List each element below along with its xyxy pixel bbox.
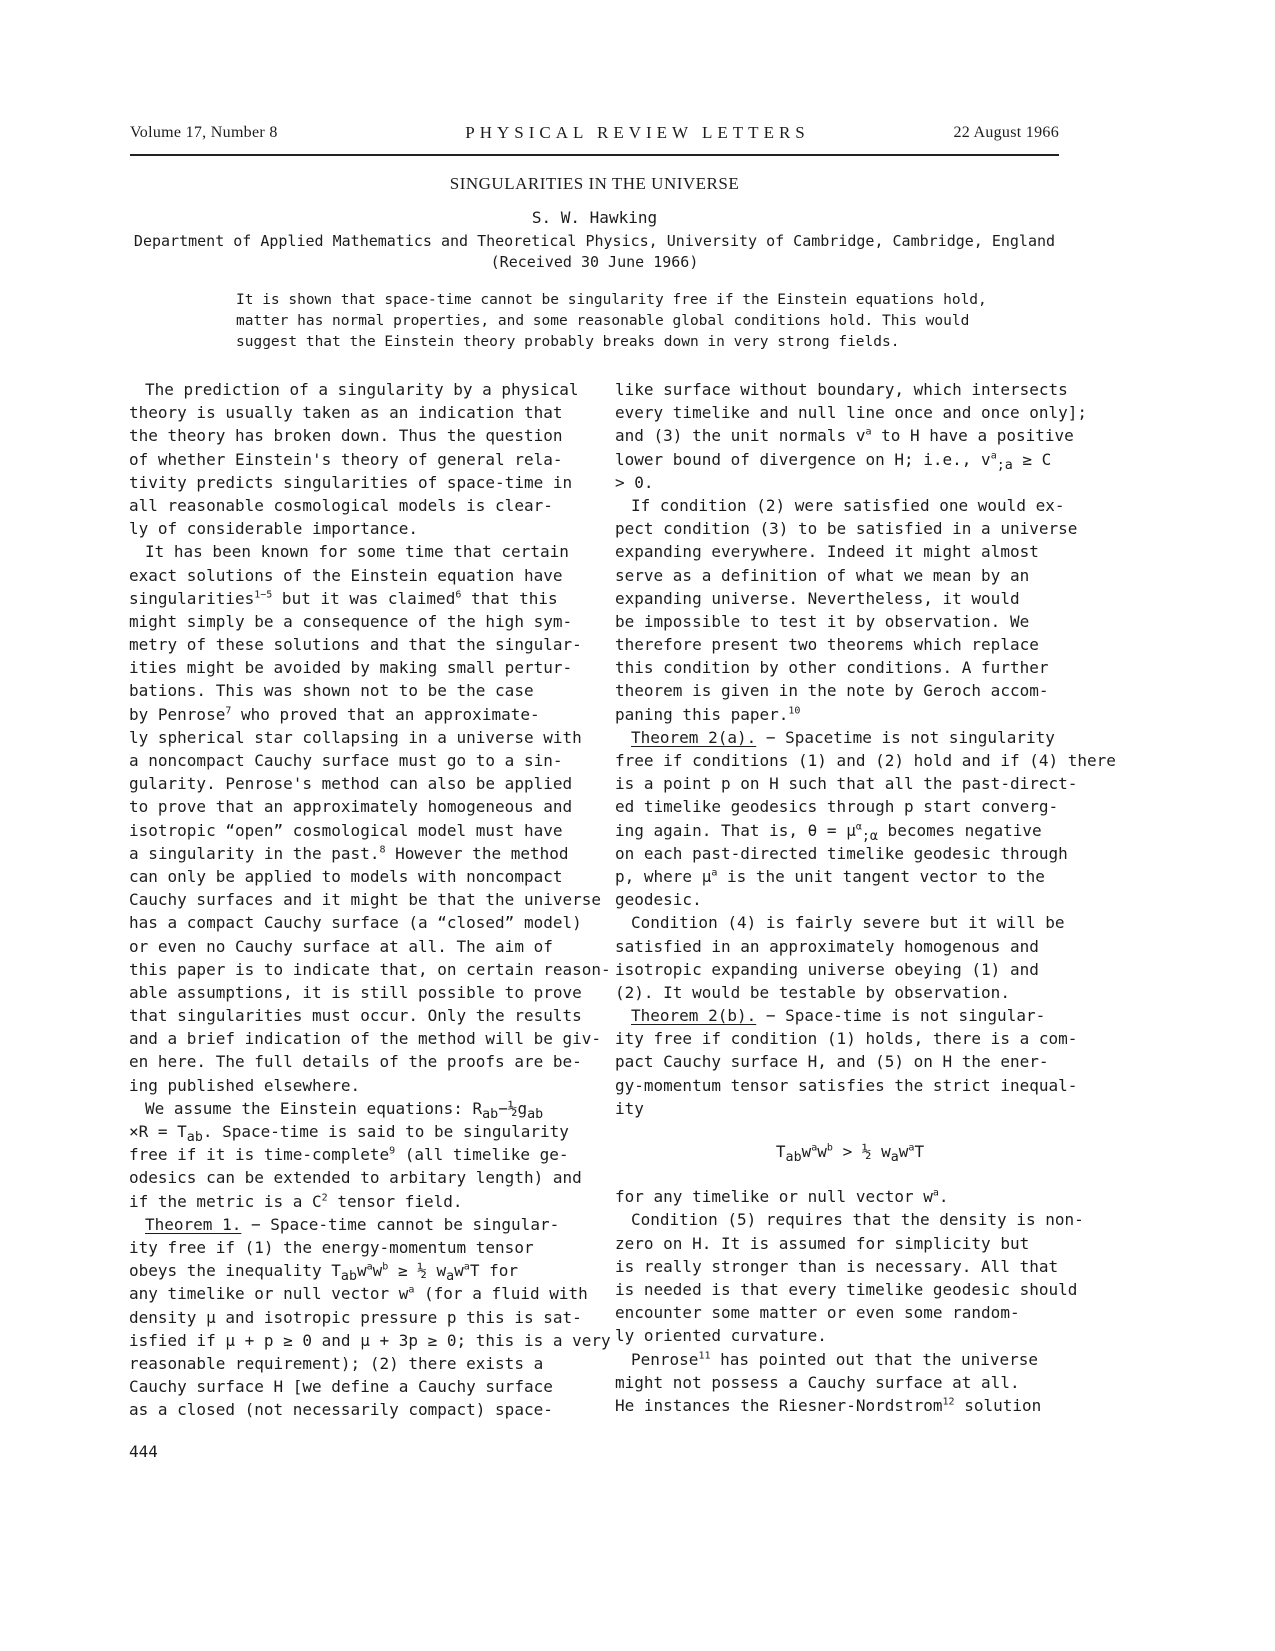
text-line (615, 1185, 1065, 1208)
superscript: a (932, 1187, 939, 1199)
text-segment: has pointed out that the universe (710, 1349, 1038, 1369)
text-segment: (for a fluid with (414, 1284, 588, 1304)
superscript: a (908, 1142, 915, 1154)
text-line: pact Cauchy surface H, and (5) on H the ener- (615, 1052, 1049, 1072)
superscript: b (382, 1261, 389, 1273)
text-line: exact solutions of the Einstein equation have (129, 565, 563, 585)
theorem-line (129, 1213, 579, 1236)
text-segment: w (356, 1261, 367, 1281)
reference-superscript: 1−5 (254, 589, 273, 601)
text-line: serve as a definition of what we mean by an (615, 565, 1030, 585)
text-segment: T (775, 1142, 786, 1161)
page-number: 444 (129, 1442, 158, 1461)
superscript: 2 (321, 1192, 328, 1204)
text-segment: for any timelike or null vector w (615, 1187, 933, 1207)
reference-superscript: 9 (389, 1145, 396, 1157)
text-segment: ing again. That is, θ = μ (615, 820, 856, 840)
abstract-line: It is shown that space-time cannot be singularity free if the Einstein equations hold, (236, 292, 987, 308)
text-segment: However the method (385, 843, 569, 863)
text-segment: paning this paper. (615, 704, 789, 724)
text-segment: who proved that an approximate- (231, 704, 540, 724)
equation-line (615, 448, 1065, 471)
text-line: The prediction of a singularity by a physical (145, 380, 579, 399)
text-line: density μ and isotropic pressure p this is sat- (129, 1307, 582, 1327)
text-line: or even no Cauchy surface at all. The aim of (129, 936, 553, 956)
reference-superscript: 10 (788, 705, 801, 717)
reference-superscript: 6 (455, 589, 462, 601)
text-segment: − Space-time cannot be singular- (241, 1214, 560, 1234)
text-segment: lower bound of divergence on H; i.e., v (615, 449, 991, 469)
text-segment: solution (954, 1395, 1042, 1415)
text-line: theorem is given in the note by Geroch accom- (615, 681, 1049, 701)
running-header-journal: PHYSICAL REVIEW LETTERS (465, 123, 810, 142)
text-line: zero on H. It is assumed for simplicity but (615, 1233, 1030, 1253)
text-segment: p, where μ (615, 866, 712, 886)
equation-line (129, 1097, 579, 1120)
abstract-line: suggest that the Einstein theory probably breaks down in very strong fields. (236, 334, 900, 350)
text-segment: − Space-time is not singular- (756, 1006, 1046, 1026)
text-line: metry of these solutions and that the singular- (129, 635, 582, 655)
text-line: reasonable requirement); (2) there exists a (129, 1353, 544, 1373)
text-line: expanding universe. Nevertheless, it would (615, 588, 1020, 608)
text-segment: . (938, 1187, 949, 1207)
theorem-line (615, 726, 1065, 749)
text-line: (2). It would be testable by observation. (615, 982, 1010, 1002)
article-author: S. W. Hawking (531, 208, 658, 227)
running-header-volume: Volume 17, Number 8 (130, 124, 278, 141)
text-segment: We assume the Einstein equations: R (145, 1098, 483, 1118)
text-line: ed timelike geodesics through p start converg- (615, 797, 1059, 817)
text-line: ity free if (1) the energy-momentum tensor (129, 1237, 534, 1257)
text-segment: − Spacetime is not singularity (756, 727, 1055, 747)
text-line: en here. The full details of the proofs are be- (129, 1052, 582, 1072)
text-segment: a singularity in the past. (129, 843, 380, 863)
text-segment: any timelike or null vector w (129, 1284, 409, 1304)
text-segment: that this (461, 588, 558, 608)
text-line (615, 865, 1065, 888)
body-column-left (129, 378, 611, 1421)
text-line: might not possess a Cauchy surface at all. (615, 1372, 1020, 1392)
text-line: free if conditions (1) and (2) hold and if (4) there (615, 751, 1116, 770)
text-line: as a closed (not necessarily compact) space- (129, 1400, 553, 1420)
text-line: It has been known for some time that certain (145, 542, 569, 562)
text-line: ities might be avoided by making small pertur- (129, 658, 573, 678)
equation-line (615, 819, 1065, 842)
text-segment: ≥ C (1012, 449, 1052, 469)
text-segment: He instances the Riesner-Nordstrom (615, 1395, 943, 1415)
text-line: Cauchy surface H [we define a Cauchy surface (129, 1377, 553, 1397)
text-line: this paper is to indicate that, on certain reason- (129, 959, 611, 979)
text-segment: obeys the inequality T (129, 1261, 341, 1281)
text-segment: singularities (129, 588, 255, 608)
theorem-line (615, 1004, 1065, 1027)
subscript: a (890, 1150, 899, 1166)
subscript: ab (527, 1107, 544, 1122)
text-line: ity free if condition (1) holds, there is a com- (615, 1029, 1078, 1049)
received-date: (Received 30 June 1966) (490, 253, 699, 271)
text-line: like surface without boundary, which intersects (615, 380, 1068, 399)
text-segment: w (898, 1142, 909, 1161)
text-line: that singularities must occur. Only the results (129, 1006, 582, 1026)
text-line: Cauchy surfaces and it might be that the universe (129, 890, 602, 910)
superscript: a (990, 450, 997, 462)
article-title: SINGULARITIES IN THE UNIVERSE (449, 174, 740, 193)
text-line (615, 703, 1065, 726)
text-segment: is the unit tangent vector to the (717, 866, 1045, 886)
text-segment: > ½ w (832, 1142, 891, 1161)
running-header-date: 22 August 1966 (953, 124, 1059, 141)
text-segment: to H have a positive (871, 426, 1074, 446)
text-segment: if the metric is a C (129, 1191, 322, 1211)
text-line: isotropic “open” cosmological model must have (129, 820, 563, 840)
header-rule (130, 154, 1059, 156)
text-line: can only be applied to models with noncompact (129, 866, 563, 886)
text-line (615, 1394, 1065, 1417)
text-line (129, 587, 579, 610)
reference-superscript: 11 (698, 1350, 711, 1362)
text-line: therefore present two theorems which replace (615, 635, 1039, 655)
text-line: geodesic. (615, 890, 702, 910)
superscript: a (711, 867, 718, 879)
text-line: theory is usually taken as an indication that (129, 403, 563, 423)
text-line: be impossible to test it by observation. We (615, 611, 1030, 631)
text-line: to prove that an approximately homogeneous and (129, 797, 573, 817)
text-line: ing published elsewhere. (129, 1075, 361, 1095)
spacer (615, 1163, 1065, 1185)
text-line: ly of considerable importance. (129, 519, 418, 539)
superscript: a (865, 427, 872, 439)
text-line: is needed is that every timelike geodesic should (615, 1279, 1078, 1299)
equation-line (129, 1120, 579, 1146)
text-line: If condition (2) were satisfied one would ex- (631, 495, 1065, 515)
text-line: all reasonable cosmological models is clear- (129, 495, 553, 515)
text-line: is really stronger than is necessary. All that (615, 1256, 1059, 1276)
text-line: ity (615, 1098, 644, 1118)
text-segment: . Space-time is said to be singularity (202, 1122, 569, 1141)
text-segment: w (454, 1261, 464, 1281)
text-segment: T for (469, 1261, 518, 1281)
text-line: the theory has broken down. Thus the question (129, 426, 563, 446)
spacer (615, 1120, 1065, 1140)
superscript: a (408, 1284, 415, 1296)
text-segment: but it was claimed (272, 588, 456, 608)
reference-superscript: 8 (379, 844, 386, 856)
text-line (615, 424, 1074, 447)
text-line: gy-momentum tensor satisfies the strict inequal- (615, 1075, 1078, 1095)
text-segment: becomes negative (877, 820, 1042, 840)
text-line: and a brief indication of the method will be giv- (129, 1029, 602, 1049)
text-line: pect condition (3) to be satisfied in a universe (615, 519, 1078, 539)
text-line: isotropic expanding universe obeying (1) and (615, 959, 1039, 979)
text-line (129, 1190, 579, 1213)
text-segment: ≥ ½ w (388, 1261, 447, 1281)
reference-superscript: 12 (942, 1396, 955, 1408)
text-line: bations. This was shown not to be the case (129, 681, 534, 701)
text-line: odesics can be extended to arbitary length) and (129, 1168, 582, 1188)
text-line: ly spherical star collapsing in a universe with (129, 727, 582, 747)
article-affiliation: Department of Applied Mathematics and Theoretical Physics, University of Cambridge, Cambridge, England (133, 232, 1056, 250)
text-line: satisfied in an approximately homogenous and (615, 936, 1039, 956)
subscript: ab (186, 1130, 203, 1146)
text-line: of whether Einstein's theory of general rela- (129, 449, 563, 469)
text-line (615, 1348, 1065, 1371)
superscript: a (366, 1261, 373, 1273)
text-segment: and (3) the unit normals v (615, 426, 866, 446)
superscript: a (463, 1261, 470, 1273)
abstract (236, 290, 996, 353)
subscript: ab (482, 1107, 499, 1122)
text-line: Condition (4) is fairly severe but it will be (631, 913, 1065, 933)
subscript: ;α (861, 828, 878, 844)
text-line: expanding everywhere. Indeed it might almost (615, 542, 1039, 562)
subscript: a (446, 1269, 455, 1285)
text-segment: −½g (498, 1098, 528, 1118)
text-segment: T (914, 1142, 925, 1161)
equation-line (129, 1259, 579, 1285)
body-column-right (615, 378, 1116, 1417)
text-line: this condition by other conditions. A further (615, 658, 1049, 678)
text-line: every timelike and null line once and once only]; (615, 403, 1088, 423)
text-segment: ×R = T (129, 1122, 187, 1141)
display-equation (615, 1140, 1065, 1166)
text-line (129, 842, 579, 865)
text-line: is a point p on H such that all the past-direct- (615, 774, 1078, 794)
text-line: on each past-directed timelike geodesic through (615, 843, 1068, 863)
text-segment: free if it is time-complete (129, 1145, 390, 1165)
text-line (129, 1143, 579, 1166)
text-segment: w (372, 1261, 383, 1281)
text-line: able assumptions, it is still possible to prove (129, 982, 582, 1002)
text-line: has a compact Cauchy surface (a “closed” model) (129, 913, 582, 933)
text-line (129, 703, 579, 726)
subscript: ab (785, 1150, 802, 1166)
text-line: a noncompact Cauchy surface must go to a sin- (129, 751, 563, 770)
text-segment: Penrose (631, 1349, 699, 1369)
text-segment: w (817, 1142, 827, 1161)
superscript: a (811, 1142, 818, 1154)
text-line: encounter some matter or even some random- (615, 1303, 1020, 1323)
text-line: gularity. Penrose's method can also be applied (129, 774, 573, 794)
superscript: α (855, 821, 862, 833)
reference-superscript: 7 (225, 705, 232, 717)
subscript: ab (340, 1269, 357, 1285)
superscript: b (826, 1142, 833, 1154)
text-segment: by Penrose (129, 704, 226, 724)
text-line: Condition (5) requires that the density is non- (631, 1210, 1084, 1230)
theorem-2a-heading: Theorem 2(a). (631, 727, 757, 747)
theorem-1-heading: Theorem 1. (145, 1214, 242, 1234)
text-line: tivity predicts singularities of space-time in (129, 472, 573, 492)
text-segment: w (801, 1142, 812, 1161)
text-line: > 0. (615, 472, 654, 492)
abstract-line: matter has normal properties, and some reasonable global conditions hold. This would (236, 313, 970, 329)
text-line: might simply be a consequence of the high sym- (129, 611, 573, 631)
text-line (129, 1282, 588, 1305)
text-line: isfied if μ + p ≥ 0 and μ + 3p ≥ 0; this is a very (129, 1330, 611, 1350)
text-segment: tensor field. (327, 1191, 463, 1211)
theorem-2b-heading: Theorem 2(b). (631, 1006, 757, 1026)
text-line: ly oriented curvature. (615, 1326, 827, 1346)
text-segment: (all timelike ge- (395, 1145, 569, 1165)
subscript: ;a (996, 457, 1013, 473)
